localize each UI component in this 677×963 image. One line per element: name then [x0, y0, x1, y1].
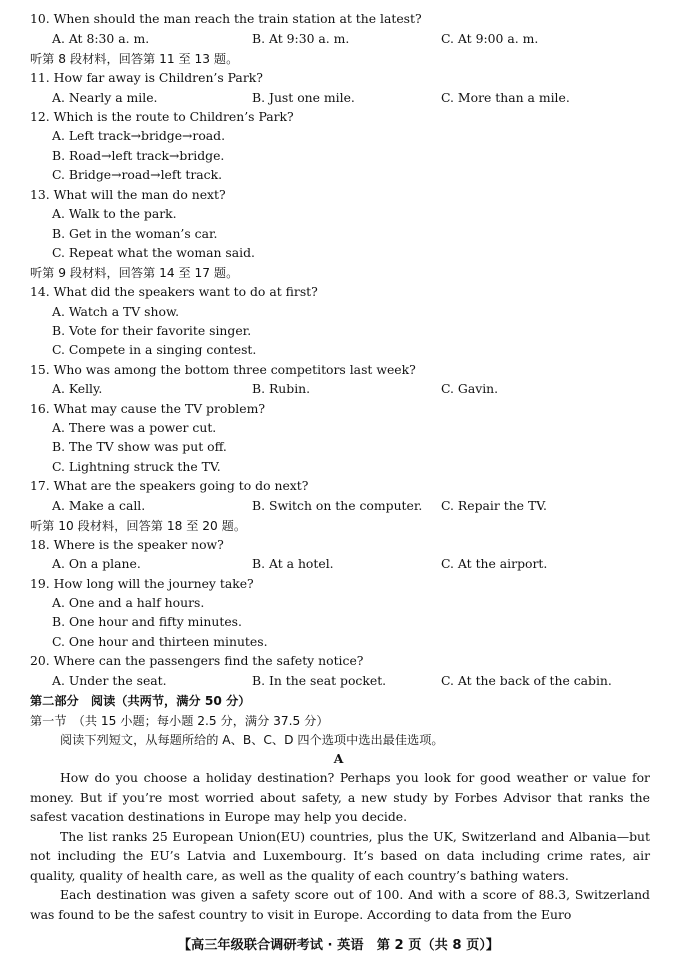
question-13: 13. What will the man do next? — [30, 187, 226, 202]
q17-option-a: A. Make a call. — [52, 498, 146, 513]
q18-option-b: B. At a hotel. — [252, 556, 334, 571]
q17-option-b: B. Switch on the computer. — [252, 498, 423, 513]
q16-option-c: C. Lightning struck the TV. — [52, 459, 221, 474]
page-footer: 【高三年级联合调研考试 · 英语 第 2 页（共 8 页）】 — [177, 938, 500, 953]
q11-option-c: C. More than a mile. — [441, 90, 570, 105]
section-heading-8: 听第 8 段材料，回答第 11 至 13 题。 — [30, 52, 239, 66]
passage-paragraph-1: How do you choose a holiday destination? Perhaps you look for good weather or value for money. But if you’re most worried about safety, a new study by Forbes Advisor that ranks the safest vacation destinations in Europe may help you decide. — [30, 770, 650, 824]
q15-option-c: C. Gavin. — [441, 381, 499, 396]
part-two-heading: 第二部分 阅读（共两节，满分 50 分） — [30, 694, 251, 708]
passage-letter: A — [333, 751, 344, 766]
q18-option-a: A. On a plane. — [52, 556, 141, 571]
question-18: 18. Where is the speaker now? — [30, 537, 224, 552]
q14-option-a: A. Watch a TV show. — [52, 304, 180, 319]
q11-option-a: A. Nearly a mile. — [52, 90, 158, 105]
q10-option-c: C. At 9:00 a. m. — [441, 31, 539, 46]
q20-option-b: B. In the seat pocket. — [252, 673, 387, 688]
q14-option-b: B. Vote for their favorite singer. — [52, 323, 252, 338]
q14-option-c: C. Compete in a singing contest. — [52, 342, 257, 357]
q15-option-b: B. Rubin. — [252, 381, 311, 396]
section-heading-10: 听第 10 段材料，回答第 18 至 20 题。 — [30, 519, 247, 533]
q20-option-c: C. At the back of the cabin. — [441, 673, 612, 688]
q15-option-a: A. Kelly. — [52, 381, 103, 396]
q19-option-a: A. One and a half hours. — [52, 595, 205, 610]
q12-option-b: B. Road→left track→bridge. — [52, 148, 225, 163]
q12-option-a: A. Left track→bridge→road. — [52, 128, 226, 143]
question-10: 10. When should the man reach the train station at the latest? — [30, 11, 422, 26]
q16-option-a: A. There was a power cut. — [52, 420, 217, 435]
passage-paragraph-2: The list ranks 25 European Union(EU) countries, plus the UK, Switzerland and Albania—but not including the EU’s Latvia and Luxembourg. It’s based on data including crime rates, air quality, quality of health care, as well as the quality of each country’s bathing waters. — [30, 828, 650, 883]
q18-option-c: C. At the airport. — [441, 556, 548, 571]
question-11: 11. How far away is Children’s Park? — [30, 70, 263, 85]
question-16: 16. What may cause the TV problem? — [30, 401, 265, 416]
q13-option-a: A. Walk to the park. — [52, 206, 177, 221]
q19-option-b: B. One hour and fifty minutes. — [52, 614, 242, 629]
passage-paragraph-3: Each destination was given a safety score out of 100. And with a score of 88.3, Switzerland was found to be the safest country to visit in Europe. According to data from the Euro — [30, 887, 650, 922]
q10-option-a: A. At 8:30 a. m. — [52, 31, 150, 46]
reading-instructions: 阅读下列短文，从每题所给的 A、B、C、D 四个选项中选出最佳选项。 — [60, 733, 444, 747]
question-17: 17. What are the speakers going to do next? — [30, 478, 309, 493]
q10-option-b: B. At 9:30 a. m. — [252, 31, 350, 46]
section-heading-9: 听第 9 段材料，回答第 14 至 17 题。 — [30, 266, 239, 280]
question-12: 12. Which is the route to Children’s Park? — [30, 109, 294, 124]
q12-option-c: C. Bridge→road→left track. — [52, 167, 223, 182]
q13-option-c: C. Repeat what the woman said. — [52, 245, 255, 260]
question-14: 14. What did the speakers want to do at first? — [30, 284, 318, 299]
question-20: 20. Where can the passengers find the safety notice? — [30, 653, 364, 668]
q20-option-a: A. Under the seat. — [52, 673, 167, 688]
passage — [30, 768, 650, 924]
q16-option-b: B. The TV show was put off. — [52, 439, 227, 454]
section-one-heading: 第一节 （共 15 小题；每小题 2.5 分，满分 37.5 分） — [30, 714, 329, 728]
q17-option-c: C. Repair the TV. — [441, 498, 547, 513]
question-15: 15. Who was among the bottom three competitors last week? — [30, 362, 416, 377]
q19-option-c: C. One hour and thirteen minutes. — [52, 634, 268, 649]
q11-option-b: B. Just one mile. — [252, 90, 355, 105]
question-19: 19. How long will the journey take? — [30, 576, 254, 591]
q13-option-b: B. Get in the woman’s car. — [52, 226, 218, 241]
